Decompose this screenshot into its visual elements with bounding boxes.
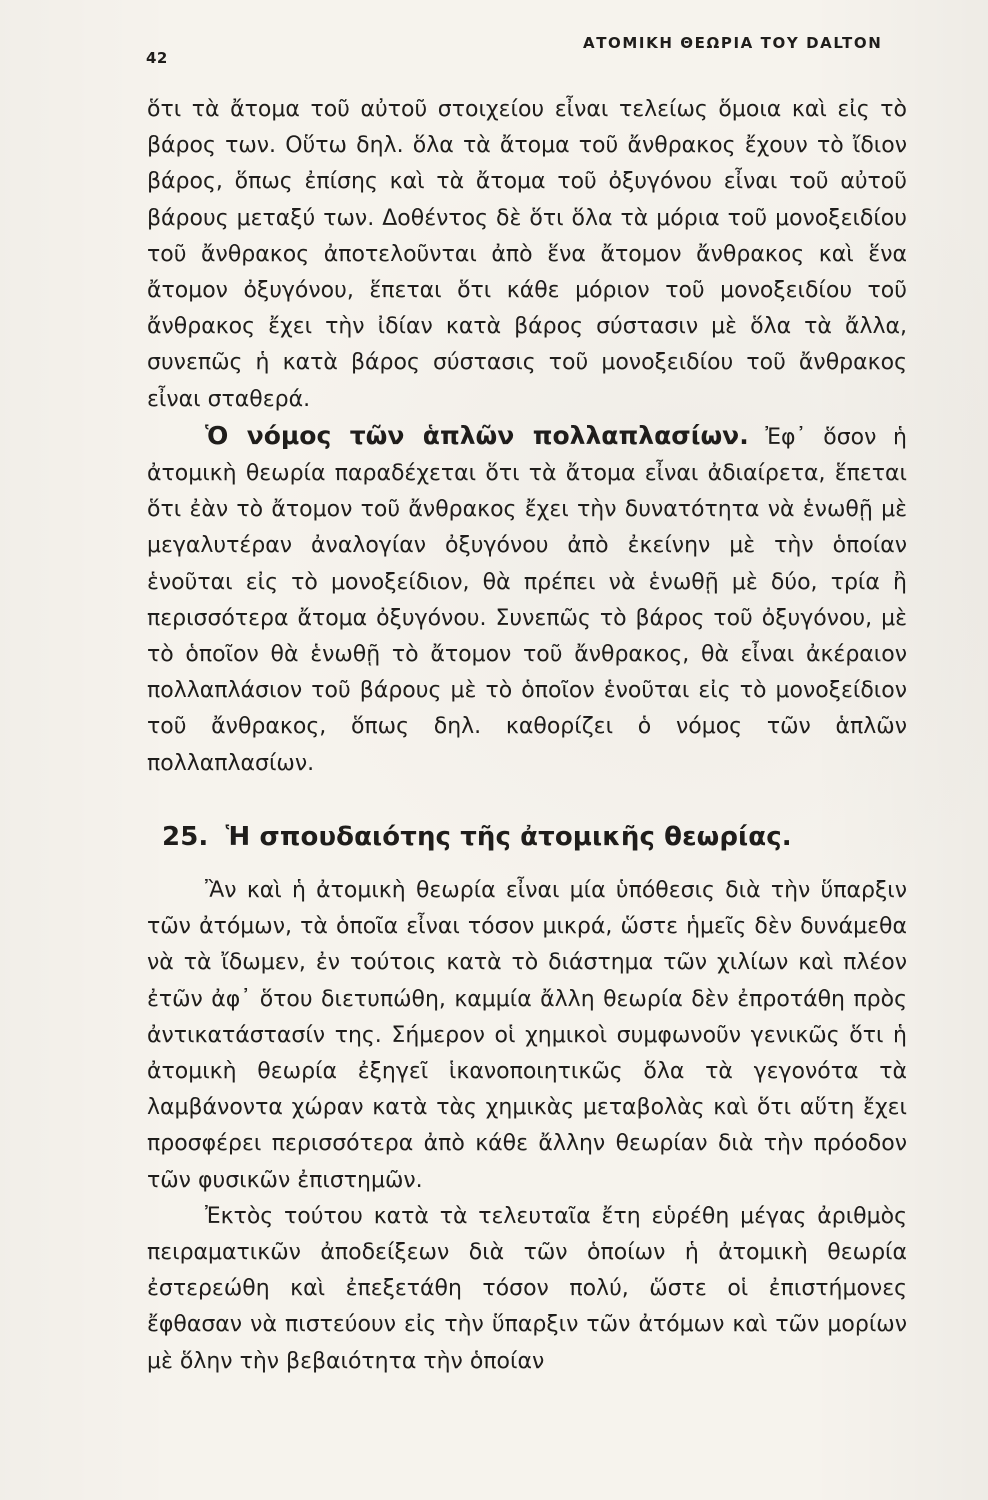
page-number: 42 xyxy=(146,49,168,67)
upper-text-block xyxy=(147,92,907,782)
section-title: Ἡ σπουδαιότης τῆς ἀτομικῆς θεωρίας. xyxy=(225,822,792,852)
running-title: ΑΤΟΜΙΚΗ ΘΕΩΡΙΑ ΤΟΥ DALTON xyxy=(583,34,883,52)
section-heading xyxy=(162,822,902,852)
law-text: Ἐφ᾽ ὅσον ἡ ἀτομικὴ θεωρία παραδέχεται ὅτι τὰ ἄτομα εἶναι ἀδιαίρετα, ἕπεται ὅτι ἐὰν τὸ ἄτομον τοῦ ἄνθρακος ἔχει τὴν δυνατότητα νὰ ἑνωθῇ μὲ μεγαλυτέραν ἀναλογίαν ὀξυγόνου ἀπὸ ἐκείνην μὲ τὴν ὁποίαν ἑνοῦται εἰς τὸ μονοξείδιον, θὰ πρέπει νὰ ἑνωθῇ μὲ δύο, τρία ἢ περισσότερα ἄτομα ὀξυγόνου. Συνεπῶς τὸ βάρος τοῦ ὀξυγόνου, μὲ τὸ ὁποῖον θὰ ἑνωθῇ τὸ ἄτομον τοῦ ἄνθρακος, θὰ εἶναι ἀκέραιον πολλαπλάσιον τοῦ βάρους μὲ τὸ ὁποῖον ἑνοῦται εἰς τὸ μονοξείδιον τοῦ ἄνθρακος, ὅπως δηλ. καθορίζει ὁ νόμος τῶν ἁπλῶν πολλαπλασίων. xyxy=(147,424,908,776)
evidence-paragraph: Ἐκτὸς τούτου κατὰ τὰ τελευταῖα ἔτη εὑρέθη μέγας ἀριθμὸς πειραματικῶν ἀποδείξεων διὰ τῶν ὁποίων ἡ ἀτομικὴ θεωρία ἐστερεώθη καὶ ἐπεξετάθη τόσον πολύ, ὥστε οἱ ἐπιστήμονες ἔφθασαν νὰ πιστεύουν εἰς τὴν ὕπαρξιν τῶν ἀτόμων καὶ τῶν μορίων μὲ ὅλην τὴν βεβαιότητα τὴν ὁποίαν xyxy=(147,1203,907,1374)
paragraph-continuation: ὅτι τὰ ἄτομα τοῦ αὐτοῦ στοιχείου εἶναι τελείως ὅμοια καὶ εἰς τὸ βάρος των. Οὕτω δηλ. ὅλα τὰ ἄτομα τοῦ ἄνθρακος ἔχουν τὸ ἴδιον βάρος, ὅπως ἐπίσης καὶ τὰ ἄτομα τοῦ ὀξυγόνου εἶναι τοῦ αὐτοῦ βάρους μεταξύ των. Δοθέντος δὲ ὅτι ὅλα τὰ μόρια τοῦ μονοξειδίου τοῦ ἄνθρακος ἀποτελοῦνται ἀπὸ ἕνα ἄτομον ἄνθρακος καὶ ἕνα ἄτομον ὀξυγόνου, ἕπεται ὅτι κάθε μόριον τοῦ μονοξειδίου τοῦ ἄνθρακος ἔχει τὴν ἰδίαν κατὰ βάρος σύστασιν μὲ ὅλα τὰ ἄλλα, συνεπῶς ἡ κατὰ βάρος σύστασις τοῦ μονοξειδίου τοῦ ἄνθρακος εἶναι σταθερά. xyxy=(147,97,907,412)
law-paragraph xyxy=(147,418,907,782)
importance-paragraph: Ἂν καὶ ἡ ἀτομικὴ θεωρία εἶναι μία ὑπόθεσις διὰ τὴν ὕπαρξιν τῶν ἀτόμων, τὰ ὁποῖα εἶναι τόσον μικρά, ὥστε ἡμεῖς δὲν δυνάμεθα νὰ τὰ ἴδωμεν, ἐν τούτοις κατὰ τὸ διάστημα τῶν χιλίων καὶ πλέον ἐτῶν ἀφ᾽ ὅτου διετυπώθη, καμμία ἄλλη θεωρία δὲν ἐπροτάθη πρὸς ἀντικατάστασίν της. Σήμερον οἱ χημικοὶ συμφωνοῦν γενικῶς ὅτι ἡ ἀτομικὴ θεωρία ἐξηγεῖ ἱκανοποιητικῶς ὅλα τὰ γεγονότα τὰ λαμβάνοντα χώραν κατὰ τὰς χημικὰς μεταβολὰς καὶ ὅτι αὕτη ἔχει προσφέρει περισσότερα ἀπὸ κάθε ἄλλην θεωρίαν διὰ τὴν πρόοδον τῶν φυσικῶν ἐπιστημῶν. xyxy=(147,878,907,1193)
lower-text-block xyxy=(147,873,907,1380)
section-number: 25. xyxy=(162,822,209,852)
law-heading: Ὁ νόμος τῶν ἁπλῶν πολλαπλασίων. xyxy=(205,420,749,450)
